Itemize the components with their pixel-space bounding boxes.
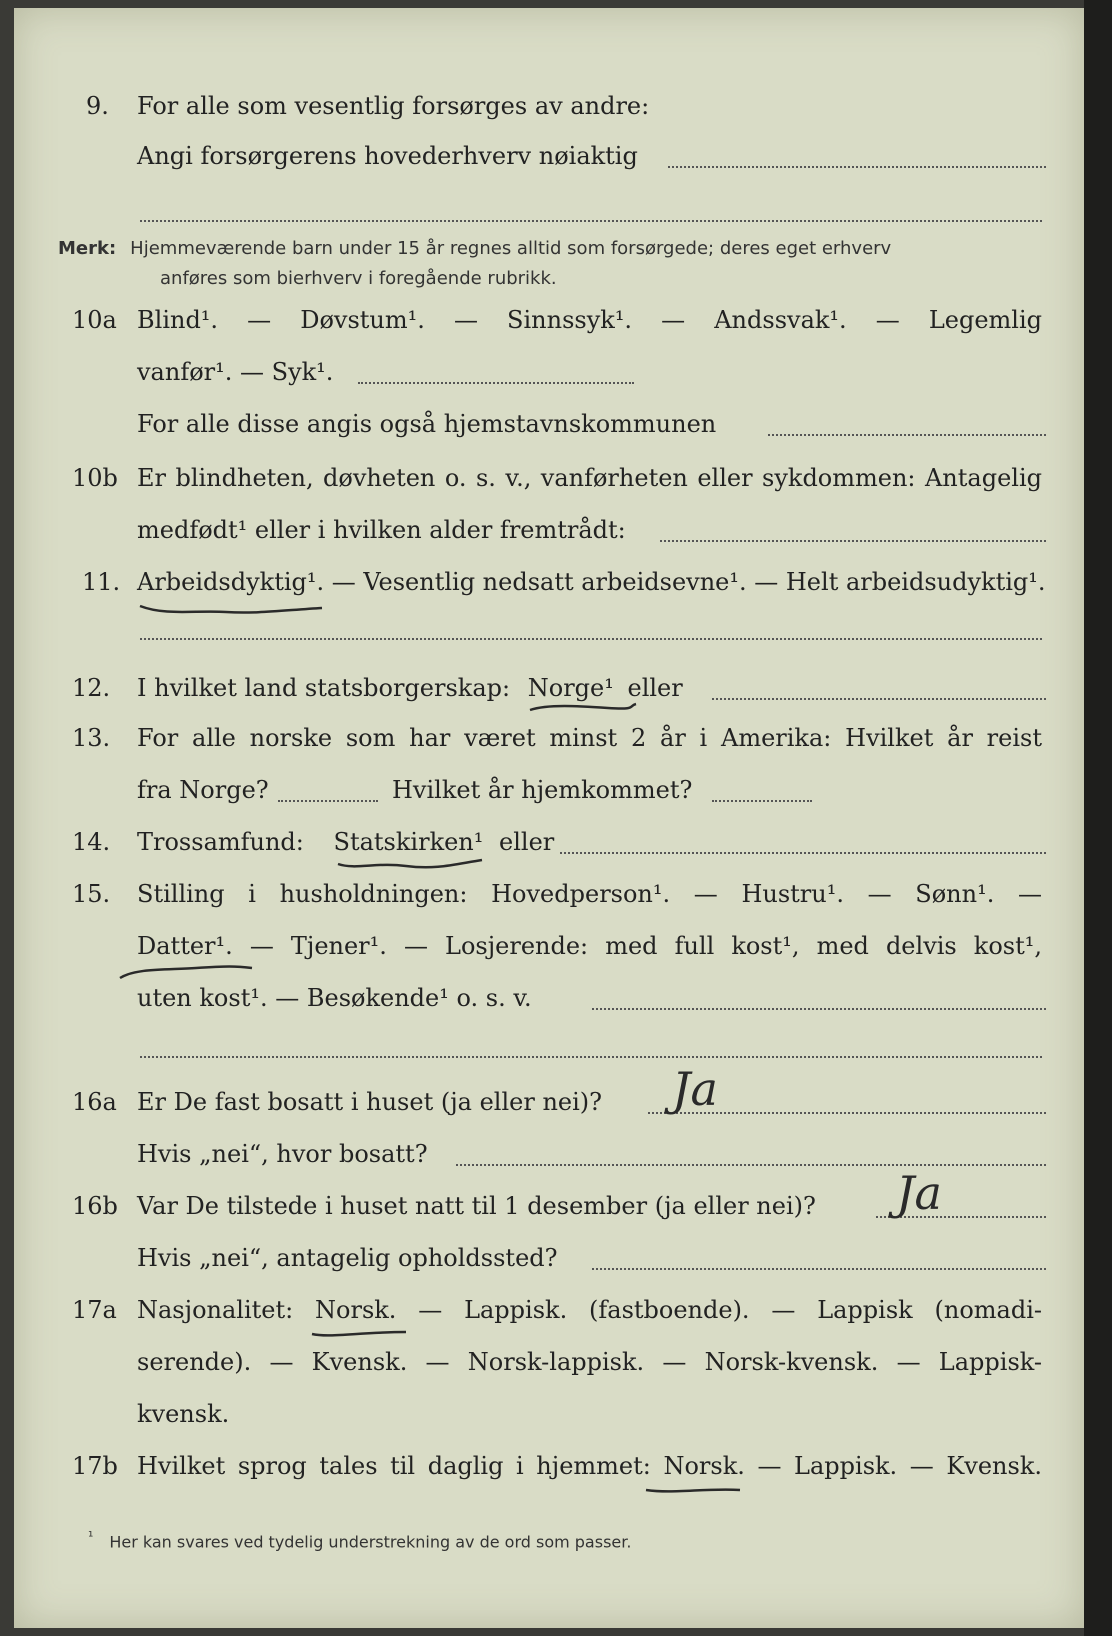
answer-line[interactable] [592,1268,1046,1270]
question-text: Er blindheten, døvheten o. s. v., vanførheten eller sykdommen: Antagelig [137,464,1042,492]
question-text: For alle som vesentlig forsørges av andre: [137,92,650,120]
answer-line[interactable] [668,166,1046,168]
handwritten-answer: Ja [672,1062,718,1116]
answer-line[interactable] [140,638,1042,640]
question-15 [0,880,1112,930]
question-17a [0,1296,1112,1346]
question-17a-line2 [0,1348,1112,1398]
question-number: 17a [72,1296,117,1324]
question-text: Hvilket sprog tales til daglig i hjemmet: Norsk. — Lappisk. — Kvensk. [137,1452,1042,1480]
question-text: Nasjonalitet: Norsk. — Lappisk. (fastboende). — Lappisk (nomadi- [137,1296,1042,1324]
question-17b [0,1452,1112,1502]
option-tail: eller [499,828,555,856]
note-block [58,234,1042,294]
footnote [88,1530,631,1551]
question-text: Hvis „nei“, antagelig opholdssted? [137,1244,558,1272]
question-number: 10a [72,306,117,334]
handwritten-underline [116,962,256,984]
note-text: anføres som bierhverv i foregående rubrikk. [160,268,557,289]
question-16a-line2 [0,1140,1112,1190]
question-10a-line3 [0,410,1112,460]
answer-line[interactable] [140,220,1042,222]
question-label: Trossamfund: [137,828,304,856]
question-number: 14. [72,828,111,856]
handwritten-underline [336,856,486,874]
question-text: fra Norge? [137,776,269,804]
question-number: 16b [72,1192,118,1220]
answer-line[interactable] [712,698,1046,700]
question-12 [0,674,1112,724]
question-10a [0,306,1112,356]
question-text: Blind¹. — Døvstum¹. — Sinnssyk¹. — Andssvak¹. — Legemlig [137,306,1042,334]
question-16b-line2 [0,1244,1112,1294]
question-text: Er De fast bosatt i huset (ja eller nei)? [137,1088,603,1116]
question-text: Arbeidsdyktig¹. — Vesentlig nedsatt arbeidsevne¹. — Helt arbeidsudyktig¹. [137,568,1046,596]
answer-line[interactable] [712,800,812,802]
note-label: Merk: [58,238,117,259]
question-text: kvensk. [137,1400,230,1428]
question-text: For alle disse angis også hjemstavnskommunen [137,410,717,438]
answer-line[interactable] [592,1008,1046,1010]
question-text: Hvilket år hjemkommet? [392,776,693,804]
handwritten-underline [136,600,326,620]
footnote-mark: ¹ [88,1530,94,1545]
answer-line[interactable] [560,852,1046,854]
question-text [137,828,554,856]
question-10a-line2 [0,358,1112,408]
option-norge[interactable]: Norge¹ [527,674,614,702]
answer-line[interactable] [456,1164,1046,1166]
question-text [137,674,683,702]
answer-line[interactable] [660,540,1046,542]
question-9 [0,92,1112,142]
question-number: 13. [72,724,111,752]
handwritten-underline [528,700,638,716]
question-number: 15. [72,880,111,908]
question-13-line2 [0,776,1112,826]
question-15-line3 [0,984,1112,1034]
question-text: Stilling i husholdningen: Hovedperson¹. — Hustru¹. — Sønn¹. — [137,880,1042,908]
question-number: 17b [72,1452,118,1480]
question-10b-line2 [0,516,1112,566]
note-text: Hjemmeværende barn under 15 år regnes alltid som forsørgede; deres eget erhverv [130,238,892,259]
handwritten-underline [310,1326,410,1342]
question-16a [0,1088,1112,1138]
question-label: I hvilket land statsborgerskap: [137,674,511,702]
answer-line[interactable] [140,1056,1042,1058]
question-text: Var De tilstede i huset natt til 1 desember (ja eller nei)? [137,1192,816,1220]
question-17a-line3 [0,1400,1112,1450]
question-text: Datter¹. — Tjener¹. — Losjerende: med full kost¹, med delvis kost¹, [137,932,1042,960]
handwritten-underline [644,1484,744,1498]
question-text: Hvis „nei“, hvor bosatt? [137,1140,428,1168]
footnote-text: Her kan svares ved tydelig understrekning av de ord som passer. [109,1532,632,1552]
question-16b [0,1192,1112,1242]
answer-line[interactable] [768,434,1046,436]
question-text: uten kost¹. — Besøkende¹ o. s. v. [137,984,532,1012]
question-text: Angi forsørgerens hovederhverv nøiaktig [137,142,638,170]
question-number: 10b [72,464,118,492]
question-10b [0,464,1112,514]
question-text: serende). — Kvensk. — Norsk-lappisk. — Norsk-kvensk. — Lappisk- [137,1348,1042,1376]
option-tail: eller [627,674,683,702]
question-text: medfødt¹ eller i hvilken alder fremtrådt: [137,516,626,544]
answer-line[interactable] [358,382,634,384]
question-text: vanfør¹. — Syk¹. [137,358,334,386]
option-statskirken[interactable]: Statskirken¹ [333,828,484,856]
answer-line[interactable] [278,800,378,802]
question-text: For alle norske som har været minst 2 år i Amerika: Hvilket år reist [137,724,1042,752]
question-14 [0,828,1112,878]
question-9-line2 [0,142,1112,192]
question-number: 9. [86,92,109,120]
question-number: 12. [72,674,111,702]
question-13 [0,724,1112,774]
handwritten-answer: Ja [896,1166,942,1220]
question-number: 16a [72,1088,117,1116]
question-number: 11. [82,568,121,596]
